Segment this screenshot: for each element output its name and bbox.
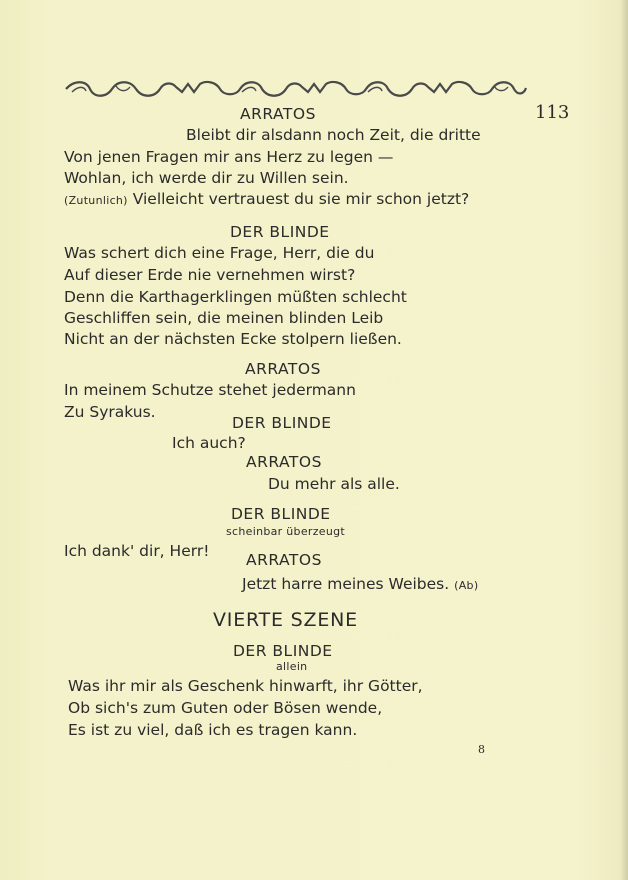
verse-text: Vielleicht vertrauest du sie mir schon jetzt? [132,190,470,208]
verse-line: Ich dank' dir, Herr! [64,542,210,560]
stage-direction: (Zutunlich) [64,194,128,207]
printer-signature-mark: 8 [478,743,485,756]
stage-direction: allein [276,660,308,673]
speaker-arratos: ARRATOS [245,360,321,378]
verse-line: Was ihr mir als Geschenk hinwarft, ihr Götter, [68,677,423,695]
verse-line: Von jenen Fragen mir ans Herz zu legen — [64,148,394,166]
verse-line: Geschliffen sein, die meinen blinden Leib [64,309,384,327]
verse-text: Jetzt harre meines Weibes. [242,575,450,593]
verse-line: Bleibt dir alsdann noch Zeit, die dritte [186,126,481,144]
verse-line: Es ist zu viel, daß ich es tragen kann. [68,721,358,739]
speaker-arratos: ARRATOS [246,551,322,569]
page-number: 113 [535,102,570,123]
stage-direction: (Ab) [454,579,479,592]
decorative-header-ornament [64,78,528,100]
verse-line-with-direction [242,574,478,596]
verse-line: Ob sich's zum Guten oder Bösen wende, [68,699,383,717]
verse-line: Was schert dich eine Frage, Herr, die du [64,244,375,262]
scene-heading: VIERTE SZENE [213,609,358,631]
verse-line: Ich auch? [172,434,246,452]
verse-line: Denn die Karthagerklingen müßten schlecht [64,288,407,306]
verse-line: Du mehr als alle. [268,475,400,493]
verse-line: Zu Syrakus. [64,403,156,421]
speaker-der-blinde: DER BLINDE [231,505,331,523]
verse-line: Wohlan, ich werde dir zu Willen sein. [64,169,349,187]
stage-direction: scheinbar überzeugt [226,525,346,538]
verse-line: Auf dieser Erde nie vernehmen wirst? [64,266,356,284]
verse-line: In meinem Schutze stehet jedermann [64,381,356,399]
verse-line: Nicht an der nächsten Ecke stolpern ließen. [64,330,402,348]
page-edge-shadow [620,0,628,880]
verse-line-with-direction [64,189,469,211]
speaker-arratos: ARRATOS [246,453,322,471]
speaker-der-blinde: DER BLINDE [233,642,333,660]
speaker-der-blinde: DER BLINDE [232,414,332,432]
speaker-der-blinde: DER BLINDE [230,223,330,241]
speaker-arratos: ARRATOS [240,105,316,123]
